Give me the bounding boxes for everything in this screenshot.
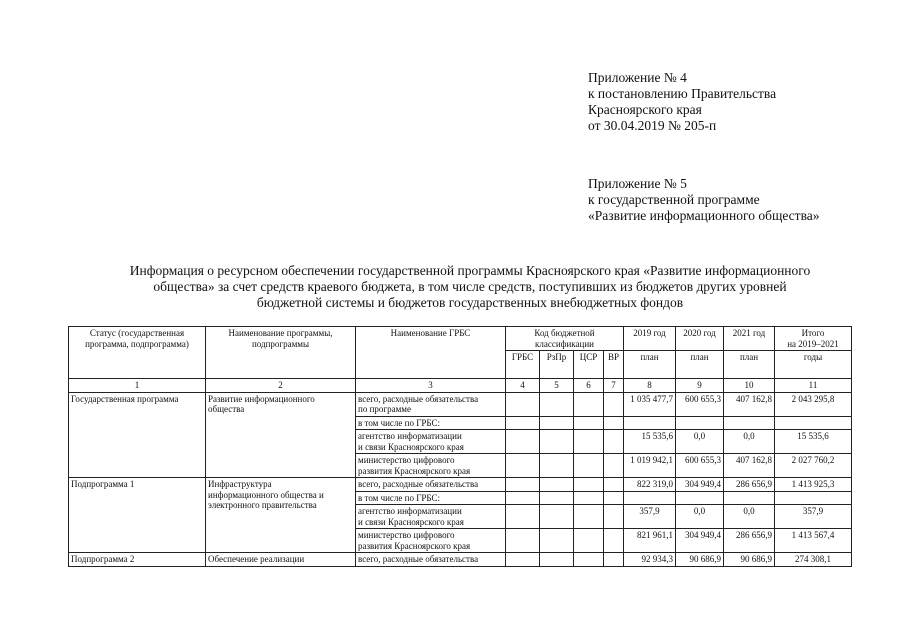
program-name-cell: Обеспечение реализации [206,553,356,567]
value-2020: 600 655,3 [676,454,724,478]
value-2020: 304 949,4 [676,529,724,553]
status-cell: Государственная программа [69,392,206,478]
value-2021: 0,0 [724,430,775,454]
value-2019: 822 319,0 [624,478,676,492]
appendix-5-block [588,176,820,224]
appendix-5-line: Приложение № 5 [588,176,687,191]
appendix-5-line: к государственной программе [588,192,760,207]
header-rzpr: РзПр [540,351,574,379]
header-plan: план [724,351,775,379]
column-number: 8 [624,379,676,393]
value-2019: 821 961,1 [624,529,676,553]
table-row [69,478,852,492]
grbs-cell: в том числе по ГРБС: [356,491,506,505]
grbs-cell: всего, расходные обязательства [356,478,506,492]
header-program-name: Наименование программы, подпрограммы [206,327,356,379]
header-plan: план [624,351,676,379]
title-line: общества» за счет средств краевого бюджета, в том числе средств, поступивших из бюджетов других уровней [153,279,787,294]
grbs-cell: всего, расходные обязательства по программе [356,392,506,416]
value-2019: 357,9 [624,505,676,529]
value-2020: 0,0 [676,505,724,529]
column-number: 6 [574,379,604,393]
header-2020: 2020 год [676,327,724,351]
value-2020: 304 949,4 [676,478,724,492]
grbs-cell: министерство цифрового развития Красноярского края [356,529,506,553]
budget-table [68,326,852,567]
header-years: годы [775,351,852,379]
appendix-4-line: Красноярского края [588,102,702,117]
title-line: Информация о ресурсном обеспечении государственной программы Красноярского края «Развитие информационного [129,263,811,278]
value-2021: 407 162,8 [724,454,775,478]
value-2019: 1 019 942,1 [624,454,676,478]
table-row [69,553,852,567]
column-number: 5 [540,379,574,393]
grbs-cell: в том числе по ГРБС: [356,416,506,430]
column-number: 2 [206,379,356,393]
value-2021: 407 162,8 [724,392,775,416]
appendix-4-line: к постановлению Правительства [588,86,777,101]
column-number: 1 [69,379,206,393]
status-cell: Подпрограмма 1 [69,478,206,553]
appendix-4-block [588,70,776,134]
value-total: 1 413 925,3 [775,478,852,492]
appendix-4-line: от 30.04.2019 № 205-п [588,118,717,133]
header-grbs-name: Наименование ГРБС [356,327,506,379]
status-cell: Подпрограмма 2 [69,553,206,567]
header-grbs: ГРБС [506,351,540,379]
table-header-row [69,327,852,351]
column-number: 9 [676,379,724,393]
column-number: 10 [724,379,775,393]
title-line: бюджетной системы и бюджетов государственных внебюджетных фондов [256,295,684,310]
program-name-cell: Развитие информационного общества [206,392,356,478]
value-total: 15 535,6 [775,430,852,454]
header-csr: ЦСР [574,351,604,379]
value-total: 274 308,1 [775,553,852,567]
grbs-cell: агентство информатизации и связи Красноярского края [356,505,506,529]
value-2019: 92 934,3 [624,553,676,567]
value-2021: 286 656,9 [724,478,775,492]
header-budget-code: Код бюджетной классификации [506,327,624,351]
value-total: 357,9 [775,505,852,529]
header-2021: 2021 год [724,327,775,351]
column-number: 4 [506,379,540,393]
program-name-cell: Инфраструктура информационного общества и электронного правительства [206,478,356,553]
grbs-cell: агентство информатизации и связи Красноярского края [356,430,506,454]
header-2019: 2019 год [624,327,676,351]
value-2020: 90 686,9 [676,553,724,567]
grbs-cell: министерство цифрового развития Красноярского края [356,454,506,478]
value-2021: 90 686,9 [724,553,775,567]
header-vr: ВР [604,351,624,379]
value-2021: 0,0 [724,505,775,529]
column-number: 7 [604,379,624,393]
appendix-4-line: Приложение № 4 [588,70,687,85]
value-total: 2 043 295,8 [775,392,852,416]
grbs-cell: всего, расходные обязательства [356,553,506,567]
value-2020: 0,0 [676,430,724,454]
column-number-row [69,379,852,393]
column-number: 3 [356,379,506,393]
value-2020: 600 655,3 [676,392,724,416]
header-total: Итого на 2019–2021 [775,327,852,351]
header-plan: план [676,351,724,379]
table-row [69,392,852,416]
column-number: 11 [775,379,852,393]
value-2019: 15 535,6 [624,430,676,454]
value-2019: 1 035 477,7 [624,392,676,416]
header-status: Статус (государственная программа, подпрограмма) [69,327,206,379]
value-total: 2 027 760,2 [775,454,852,478]
document-title [60,263,880,311]
value-2021: 286 656,9 [724,529,775,553]
appendix-5-line: «Развитие информационного общества» [588,208,820,223]
value-total: 1 413 567,4 [775,529,852,553]
